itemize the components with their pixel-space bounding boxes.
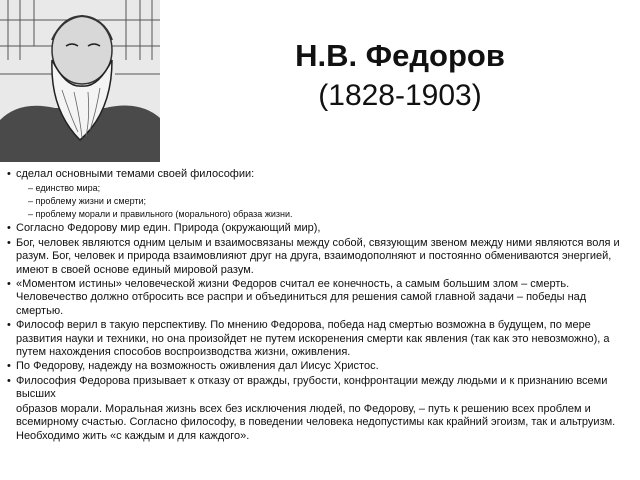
content-body <box>7 168 633 444</box>
list-item: • Бог, человек являются одним целым и взаимосвязаны между собой, связующим звеном между ними являются воля и разум. Бог, человек и природа взаимовлияют друг на друга, взаимодополняют и постоянно обмениваются энергией, имеют в своей основе единый мировой разум. <box>7 237 633 277</box>
portrait-image <box>0 0 160 162</box>
sub-list-item: – проблему жизни и смерти; <box>28 195 633 208</box>
list-item: • Философия Федорова призывает к отказу от вражды, грубости, конфронтации между людьми и к признанию всеми высших <box>7 375 633 402</box>
life-years: (1828-1903) <box>318 79 482 112</box>
intro-text: сделал основными темами своей философии: <box>16 168 255 180</box>
list-item: • Философ верил в такую перспективу. По мнению Федорова, победа над смертью возможна в будущем, по мере развития науки и техники, но она произойдет не путем искоренения смерти как явления (так как это невозможно), а путем нахождения способов воспроизводства жизни, оживления. <box>7 319 633 359</box>
list-item: • «Моментом истины» человеческой жизни Федоров считал ее конечность, а самым большим злом – смерть. Человечество должно отбросить все распри и объединиться для решения самой главной задачи – победы над смертью. <box>7 278 633 318</box>
list-item <box>7 168 633 221</box>
list-item-continuation: образов морали. Моральная жизнь всех без исключения людей, по Федорову, – путь к решению всех проблем и всемирному счастью. Согласно философу, в поведении человека недопустимы как крайний эгоизм, так и альтруизм. Необходимо жить «с каждым и для каждого». <box>16 402 616 442</box>
list-item: • Согласно Федорову мир един. Природа (окружающий мир), <box>7 222 633 235</box>
sub-list-item: – единство мира; <box>28 182 633 195</box>
list-item: • По Федорову, надежду на возможность оживления дал Иисус Христос. <box>7 360 633 373</box>
sub-list <box>28 182 633 221</box>
bullet-list <box>7 168 633 443</box>
page-title: Н.В. Федоров <box>295 38 505 73</box>
title-block <box>260 36 540 116</box>
sub-list-item: – проблему морали и правильного (морального) образа жизни. <box>28 208 633 221</box>
